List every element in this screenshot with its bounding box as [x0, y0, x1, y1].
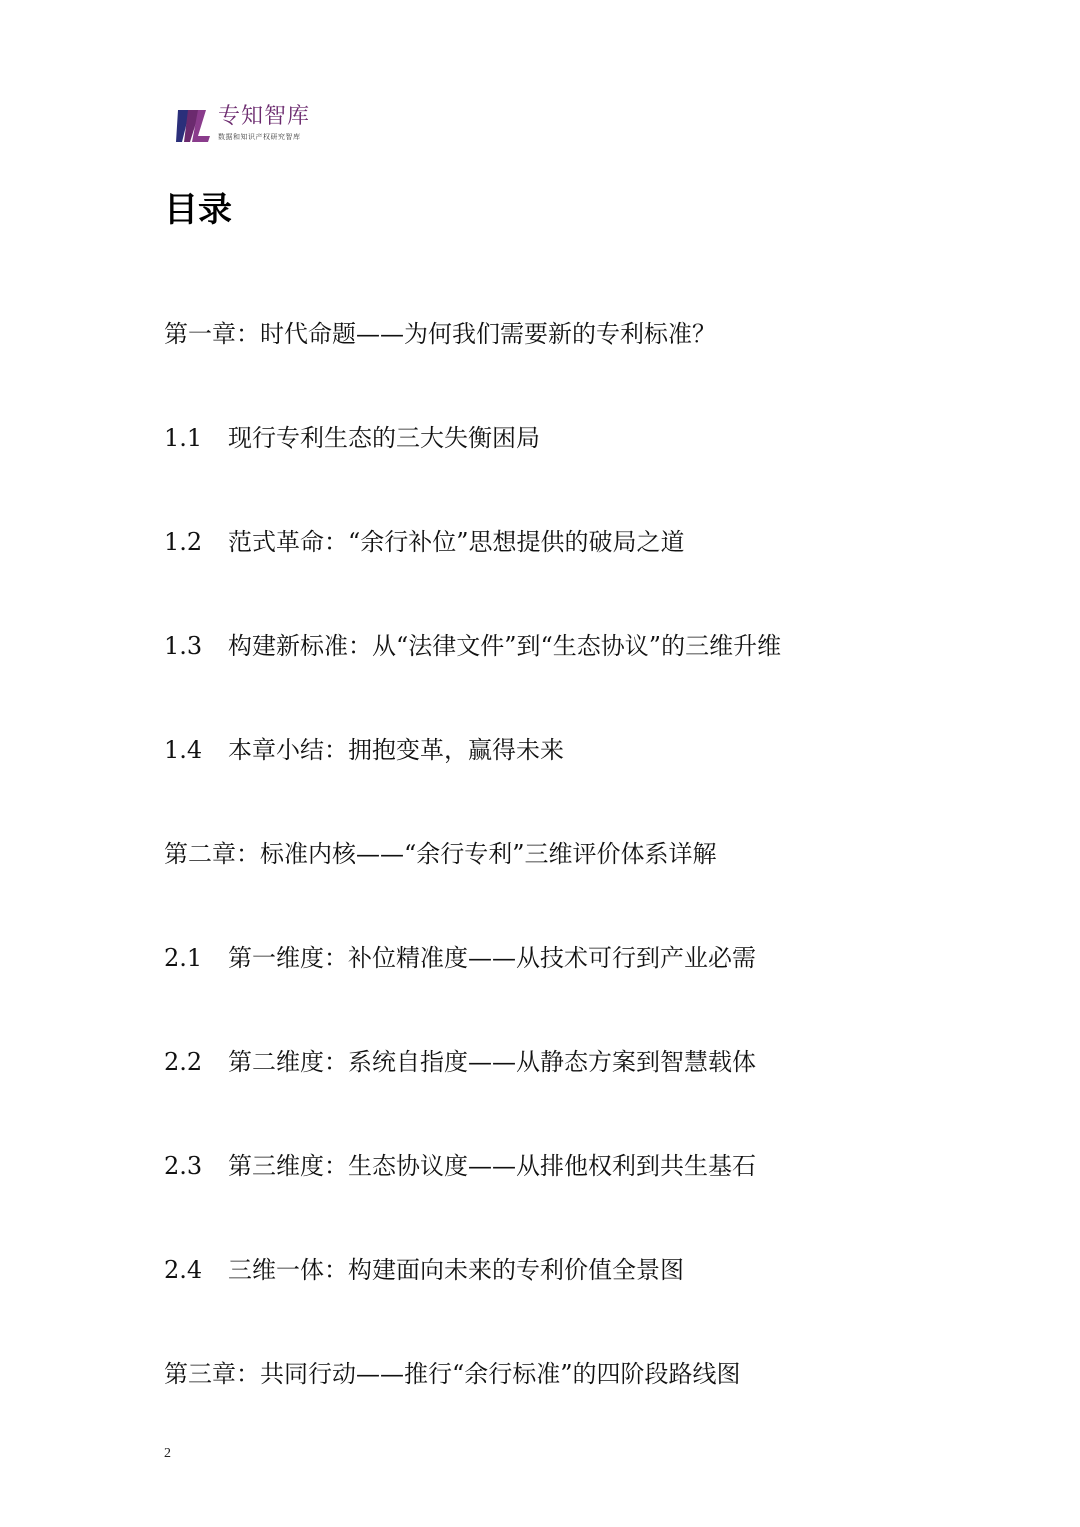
toc-chapter-3: 第三章：共同行动——推行“余行标准”的四阶段路线图: [164, 1360, 741, 1388]
section-title: 构建新标准：从“法律文件”到“生态协议”的三维升维: [228, 632, 782, 660]
section-number: 2.1: [164, 944, 203, 972]
section-number: 2.3: [164, 1152, 203, 1180]
toc-section-2-3: [164, 1144, 984, 1248]
section-title: 第三维度：生态协议度——从排他权利到共生基石: [228, 1152, 756, 1180]
toc-title: 目录: [164, 190, 232, 230]
toc-section-2-2: [164, 1040, 984, 1144]
toc-section-1-2: [164, 520, 984, 624]
logo-tagline: 数据和知识产权研究智库: [218, 133, 301, 141]
section-title: 本章小结：拥抱变革，赢得未来: [228, 736, 564, 764]
section-number: 1.2: [164, 528, 203, 556]
toc-chapter-2: 第二章：标准内核——“余行专利”三维评价体系详解: [164, 840, 717, 868]
page-number: 2: [164, 1446, 171, 1461]
toc-section-1-3: [164, 624, 984, 728]
section-title: 现行专利生态的三大失衡困局: [228, 424, 540, 452]
section-title: 第一维度：补位精准度——从技术可行到产业必需: [228, 944, 756, 972]
logo: [176, 104, 310, 148]
logo-text: [218, 104, 310, 142]
section-title: 三维一体：构建面向未来的专利价值全景图: [228, 1256, 684, 1284]
toc-section-2-4: [164, 1248, 984, 1352]
toc-section-2-1: [164, 936, 984, 1040]
section-title: 范式革命：“余行补位”思想提供的破局之道: [228, 528, 685, 556]
section-number: 2.2: [164, 1048, 203, 1076]
zl-monogram-icon: [176, 106, 212, 146]
toc-chapter-1: 第一章：时代命题——为何我们需要新的专利标准？: [164, 320, 716, 348]
section-number: 1.4: [164, 736, 203, 764]
toc-list: [164, 312, 984, 1456]
section-number: 1.1: [164, 424, 203, 452]
section-number: 2.4: [164, 1256, 203, 1284]
logo-name: 专知智库: [218, 104, 311, 129]
section-title: 第二维度：系统自指度——从静态方案到智慧载体: [228, 1048, 756, 1076]
toc-section-1-1: [164, 416, 984, 520]
toc-section-1-4: [164, 728, 984, 832]
section-number: 1.3: [164, 632, 203, 660]
